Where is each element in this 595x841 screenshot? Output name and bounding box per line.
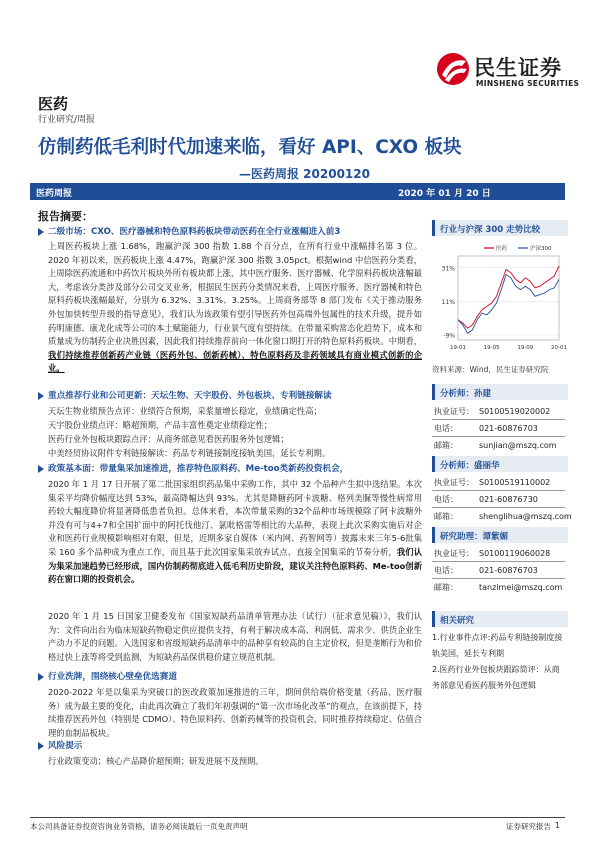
- banner-date: 2020 年 01 月 20 日: [398, 189, 491, 199]
- bullet-arrow-icon: [38, 392, 44, 400]
- phone-label: 电话：: [434, 495, 458, 504]
- bullet-arrow-icon: [38, 742, 44, 750]
- market-text: 上周医药板块上涨 1.68%，跑赢沪深 300 指数 1.88 个百分点，在所有行业中涨幅排名第 3 位。2020 年初以来，医药板块上涨 4.47%，跑赢沪深 300 指数 3.05pct。根据wind 中信医药分类看，上周除医药流通和中药饮片板块外所有板块都上涨，其中医疗服务、医疗器械、化学原料药板块涨幅最大，考虑该分类涉及部分公司交叉业务，根据民生医药分类情况来看，上周医疗服务、医疗器械和特色原料药板块涨幅最好，分别为 6.32%、3.31%、3.25%。上周商务部等 8 部门发布《关于推动服务外包加快转型升级的指导意见》，我们认为该政策有望引导医药外包高端外包属性的技术升级，提升如药明康德、康龙化成等公司的本土赋能能力，行业景气度有望持续。在带量采购常态化趋势下，成本和质量成为仿制药企业决胜因素，因此我们持续推荐前向一体化窗口期打开的特色原料药板块。中期看，: [48, 241, 422, 347]
- email-label: 邮箱：: [434, 512, 458, 521]
- section-body-risk: 行业政策变动；核心产品降价超预期；研发进展不及预期。: [48, 756, 264, 766]
- brand-name-en: MINSHENG SECURITIES: [476, 79, 580, 88]
- related-item[interactable]: 2.医药行业外包板块跟踪简评：从商务部意见看医药服务外包逻辑: [432, 665, 560, 690]
- phone-value: 021-60876703: [479, 424, 538, 433]
- divider: [432, 419, 565, 420]
- section-head-picks: 重点推荐行业和公司更新：天坛生物、天宇股份、外包板块、专利链接解读: [48, 391, 332, 401]
- list-item: 天坛生物业绩预告点评：业绩符合预期，采浆量增长稳定，业绩确定性高；: [48, 406, 322, 416]
- analyst-role: 研究助理：谭紫媚: [440, 532, 509, 542]
- analyst-email-row: [434, 582, 562, 593]
- section-body-policy: [48, 478, 422, 587]
- divider: [432, 490, 565, 491]
- cert-value: S0100119060028: [479, 549, 551, 558]
- chart-ytick-label: -9%: [443, 332, 455, 340]
- analyst-phone-row: [434, 423, 538, 434]
- chart-xtick-label: 20-01: [551, 345, 567, 351]
- cert-value: S0100519110002: [479, 478, 551, 487]
- divider: [432, 436, 565, 437]
- related-item[interactable]: 1.行业事件点评:药品专利链接制度接轨美国，延长专利期: [432, 633, 563, 658]
- legend-label: 沪深300: [530, 246, 552, 252]
- chart-title: 行业与沪深 300 走势比较: [440, 225, 541, 235]
- analyst-phone-row: [434, 565, 538, 576]
- phone-label: 电话：: [434, 424, 458, 433]
- banner-report-type: 医药周报: [36, 189, 73, 199]
- section-body-industry: 2020-2022 年是以集采为突破口的医改政策加速推进的三年，期间供给端价格变量（药品、医疗服务）成为最主要的变化，由此再次确立了我们年初强调的“第一次市场化改革”的观点，在该前提下，持续推荐医药外包（特别是 CDMO）、特色原料药、创新药械等的投资机会，同时推荐持续稳定、估值合理的血制品板块。: [48, 687, 422, 738]
- policy-text-bold: 我们认为集采加速趋势已经形成，国内仿制药彻底进入低毛利历史阶段，建议关注特色原料药、Me-too创新药在窗口期的投资机会。: [48, 546, 422, 585]
- cert-label: 执业证号：: [434, 478, 474, 487]
- email-value[interactable]: shenglihua@mszq.com: [479, 512, 572, 521]
- analyst-email-row: [434, 440, 557, 451]
- related-title: 相关研究: [440, 616, 475, 626]
- legend-label: 医药: [496, 246, 508, 252]
- footer-divider: [30, 817, 565, 818]
- email-label: 邮箱：: [434, 583, 458, 592]
- cert-value: S0100519020002: [479, 407, 551, 416]
- policy-text: 2020 年 1 月 17 日开展了第二批国家组织药品集中采购工作，其中 32 个品种产生拟中选结果。本次集采平均降价幅度达到 53%，最高降幅达到 93%。尤其是降糖药阿卡波糖、格列美脲等慢性病常用药较大幅度降价将显著降低患者负担。总体来看，本次带量采购的32个品种市场规模除了阿卡波糖外并没有可与4+7和全国扩面中的阿托伐他汀、氯吡格雷等相比的大品种，表现上此次采购实施后对企业和医药行业规模影响相对有限，但是，近期多家自媒体（米内网、药智网等）披露未来三年5-6批集采 160 多个品种成为重点工作，而且基于此次国家集采放弃试点、直接全国集采的节奏分析，: [48, 479, 422, 557]
- divider: [432, 578, 565, 579]
- analyst-cert-row: [434, 477, 550, 488]
- analyst-cert-row: [434, 406, 550, 417]
- analyst-email-row: [434, 511, 572, 522]
- analyst-phone-row: [434, 494, 538, 505]
- section-head-policy: 政策基本面：带量集采加速推进，推荐特色原料药、Me-too类新药投资机会，: [48, 464, 349, 474]
- report-subcategory: 行业研究/周报: [38, 115, 96, 125]
- analyst-cert-row: [434, 548, 550, 559]
- section-head-risk: 风险提示: [48, 741, 83, 751]
- section-head-industry: 行业洗牌，围绕核心壁垒优选赛道: [48, 672, 177, 682]
- performance-chart: [432, 240, 565, 360]
- chart-xtick-label: 19-09: [517, 345, 534, 351]
- section-body-market: [48, 240, 422, 376]
- chart-series-line: [458, 266, 559, 328]
- chart-xtick-label: 19-05: [483, 345, 500, 351]
- phone-value: 021-60876730: [479, 495, 538, 504]
- analyst-role: 分析师：盛丽华: [440, 461, 500, 471]
- report-title: 仿制药低毛利时代加速来临，看好 API、CXO 板块: [38, 137, 462, 158]
- email-value[interactable]: sunjian@mszq.com: [479, 441, 557, 450]
- page-number: 1: [555, 821, 560, 830]
- chart-ytick-label: 31%: [441, 265, 455, 273]
- footer-disclaimer: 本公司具备证券投资咨询业务资格，请务必阅读最后一页免责声明: [30, 822, 248, 831]
- phone-value: 021-60876703: [479, 566, 538, 575]
- section-head-market: 二级市场：CXO、医疗器械和特色原料药板块带动医药在全行业涨幅进入前3: [48, 227, 341, 237]
- phone-label: 电话：: [434, 566, 458, 575]
- email-label: 邮箱：: [434, 441, 458, 450]
- bullet-arrow-icon: [38, 228, 44, 236]
- chart-ytick-label: 11%: [441, 298, 455, 306]
- minsheng-logo-icon: [436, 49, 470, 89]
- report-subtitle: —医药周报 20200120: [239, 167, 370, 181]
- market-text-bold: 我们持续推荐创新药产业链（医药外包、创新药械）、特色原料药及非药领域具有商业模式创新的企业。: [48, 349, 422, 374]
- divider: [432, 561, 565, 562]
- summary-title: 报告摘要：: [38, 210, 93, 223]
- bullet-arrow-icon: [38, 465, 44, 473]
- cert-label: 执业证号：: [434, 407, 474, 416]
- list-item: 医药行业外包板块跟踪点评：从商务部意见看医药服务外包逻辑；: [48, 434, 289, 444]
- list-item: 天宇股份业绩点评：略超预期，产品丰富性奠定业绩稳定性；: [48, 420, 273, 430]
- policy-text-2: 2020 年 1 月 15 日国家卫健委发布《国家短缺药品清单管理办法（试行）（征求意见稿）》，我们认为：文件向出台为临床短缺药物稳定供应提供支持，有利于解决成本高、利润低、需求少、供货企业生产动力不足的问题。入选国家和省级短缺药品清单中的品种享有较高的自主定价权，但是垄断行为和价格过快上涨等将受到监测，为短缺药品保供稳价建立规范机制。: [48, 611, 422, 662]
- analyst-role: 分析师：孙建: [440, 389, 492, 399]
- bullet-arrow-icon: [38, 673, 44, 681]
- brand-name-cn: 民生证券: [474, 56, 562, 80]
- email-value[interactable]: tanzimei@mszq.com: [479, 583, 563, 592]
- list-item: 中美经贸协议附件专利链接解读：药品专利链接制度接轨美国，延长专利期。: [48, 448, 331, 458]
- cert-label: 执业证号：: [434, 549, 474, 558]
- report-category: 医药: [38, 95, 69, 113]
- chart-source: 资料来源：Wind，民生证券研究院: [432, 365, 549, 374]
- chart-xtick-label: 19-01: [450, 345, 466, 351]
- footer-report-label: 证券研究报告: [506, 822, 551, 831]
- divider: [432, 507, 565, 508]
